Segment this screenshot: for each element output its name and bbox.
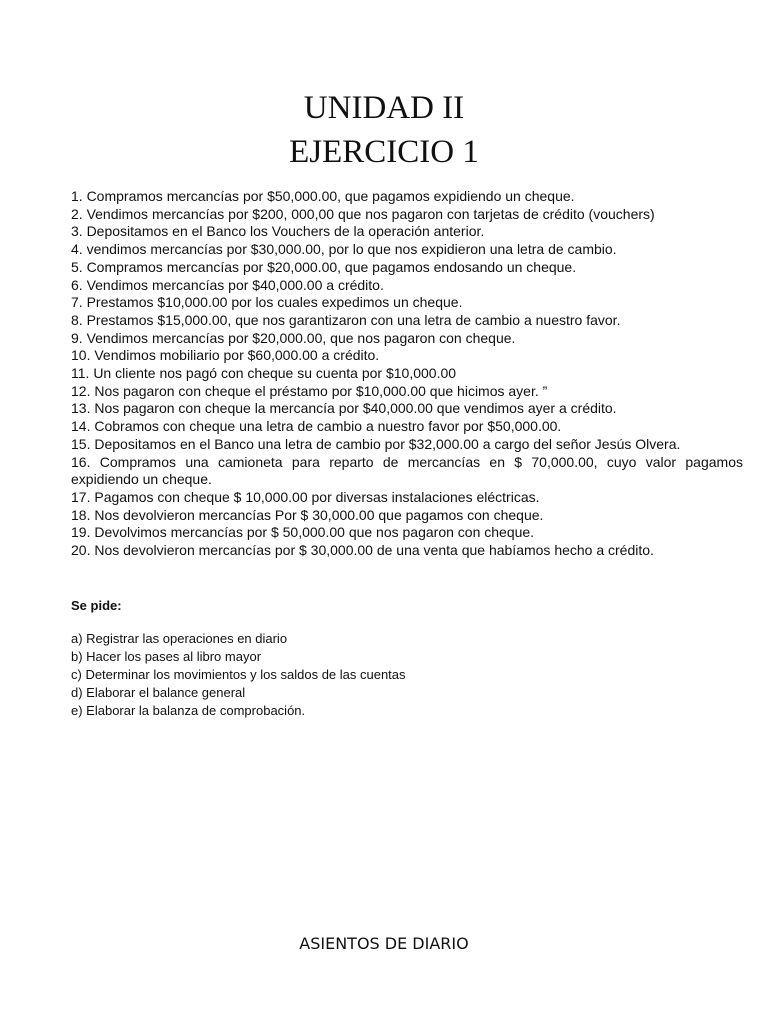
operation-item: 11. Un cliente nos pagó con cheque su cuenta por $10,000.00 — [71, 365, 457, 382]
operation-item: 12. Nos pagaron con cheque el préstamo por $10,000.00 que hicimos ayer. ” — [71, 382, 548, 399]
task-item: d) Elaborar el balance general — [71, 685, 246, 700]
unit-title: UNIDAD II — [303, 90, 465, 126]
operation-item: 18. Nos devolvieron mercancías Por $ 30,000.00 que pagamos con cheque. — [71, 506, 544, 523]
operation-item: 5. Compramos mercancías por $20,000.00, que pagamos endosando un cheque. — [71, 258, 577, 275]
tasks-list — [71, 630, 406, 720]
operation-item: 15. Depositamos en el Banco una letra de cambio por $32,000.00 a cargo del señor Jesús Olvera. — [71, 435, 681, 452]
operation-item: 3. Depositamos en el Banco los Vouchers de la operación anterior. — [71, 223, 485, 240]
operation-item: 7. Prestamos $10,000.00 por los cuales expedimos un cheque. — [71, 294, 463, 311]
task-item: b) Hacer los pases al libro mayor — [71, 649, 262, 664]
operations-list — [71, 188, 743, 560]
operation-item: 2. Vendimos mercancías por $200, 000,00 que nos pagaron con tarjetas de crédito (vouchers) — [71, 205, 655, 222]
operation-item: 4. vendimos mercancías por $30,000.00, por lo que nos expidieron una letra de cambio. — [71, 241, 617, 258]
operation-item: 10. Vendimos mobiliario por $60,000.00 a crédito. — [71, 347, 380, 364]
operation-item: 16. Compramos una camioneta para reparto de mercancías en $ 70,000.00, cuyo valor pagamos expidiendo un cheque. — [71, 453, 743, 488]
se-pide-heading: Se pide: — [71, 598, 122, 613]
operation-item: 17. Pagamos con cheque $ 10,000.00 por diversas instalaciones eléctricas. — [71, 488, 540, 505]
operation-item: 19. Devolvimos mercancías por $ 50,000.00 que nos pagaron con cheque. — [71, 524, 535, 541]
exercise-title: EJERCICIO 1 — [289, 134, 479, 170]
operation-item: 6. Vendimos mercancías por $40,000.00 a crédito. — [71, 276, 384, 293]
task-item: e) Elaborar la balanza de comprobación. — [71, 703, 306, 718]
operation-item: 14. Cobramos con cheque una letra de cambio a nuestro favor por $50,000.00. — [71, 418, 562, 435]
operation-item: 1. Compramos mercancías por $50,000.00, que pagamos expidiendo un cheque. — [71, 188, 575, 204]
operation-item: 9. Vendimos mercancías por $20,000.00, que nos pagaron con cheque. — [71, 329, 516, 346]
operation-item: 20. Nos devolvieron mercancías por $ 30,000.00 de una venta que habíamos hecho a crédito. — [71, 542, 654, 559]
operation-item: 8. Prestamos $15,000.00, que nos garantizaron con una letra de cambio a nuestro favor. — [71, 311, 621, 328]
journal-entries-heading: ASIENTOS DE DIARIO — [299, 934, 469, 953]
task-item: a) Registrar las operaciones en diario — [71, 631, 288, 646]
task-item: c) Determinar los movimientos y los saldos de las cuentas — [71, 667, 406, 682]
operation-item: 13. Nos pagaron con cheque la mercancía por $40,000.00 que vendimos ayer a crédito. — [71, 400, 617, 417]
